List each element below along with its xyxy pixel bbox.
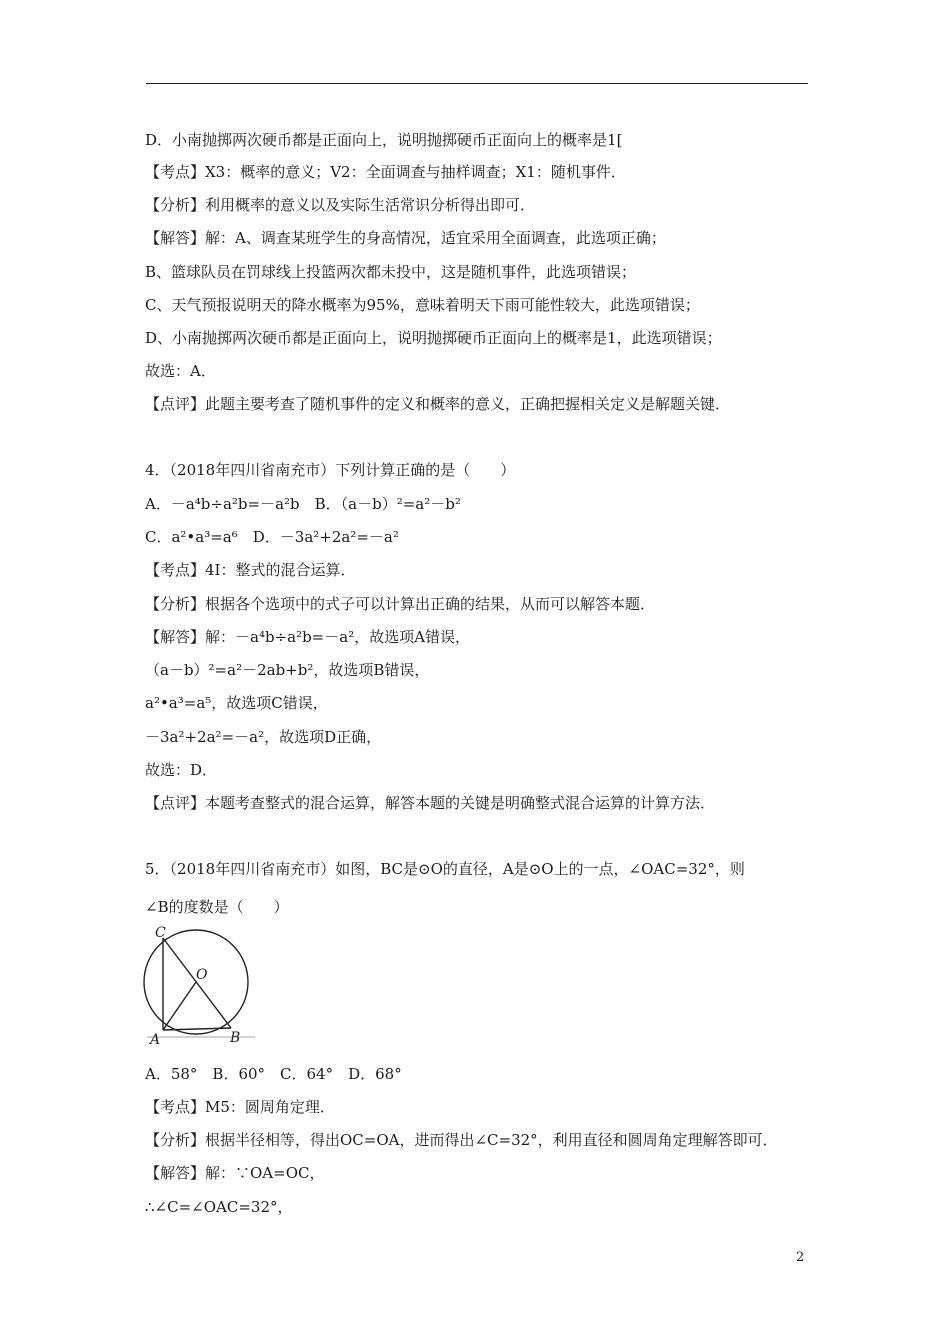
q5-jieda-2: ∴∠C=∠OAC=32°， [145,1198,293,1216]
q3-jieda-c: C、天气预报说明天的降水概率为95%，意味着明天下雨可能性较大，此选项错误； [145,296,700,314]
circle-figure [143,925,261,1047]
label-o: O [196,967,208,983]
q4-question: 4．（2018年四川省南充市）下列计算正确的是（ ） [145,461,516,479]
q3-jieda-d: D、小南抛掷两次硬币都是正面向上，说明抛掷硬币正面向上的概率是1，此选项错误； [145,329,722,347]
q5-kaodian: 【考点】M5：圆周角定理． [145,1098,335,1116]
page-number: 2 [796,1250,805,1265]
label-b: B [230,1030,241,1046]
q5-jieda-1: 【解答】解：∵OA=OC， [145,1164,325,1182]
q4-answer: 故选：D． [145,761,218,779]
q5-question-line1: 5．（2018年四川省南充市）如图，BC是⊙O的直径，A是⊙O上的一点，∠OAC=32°，则 [145,860,745,878]
q5-question-line2: ∠B的度数是（ ） [145,898,289,916]
q3-answer: 故选：A． [145,362,216,380]
q3-jieda-b: B、篮球队员在罚球线上投篮两次都未投中，这是随机事件，此选项错误； [145,263,637,281]
q3-kaodian: 【考点】X3：概率的意义；V2：全面调查与抽样调查；X1：随机事件． [145,163,626,181]
q5-options: A．58° B．60° C．64° D．68° [145,1065,402,1083]
q4-options-cd: C．a²•a³=a⁶ D．－3a²+2a²=－a² [145,528,399,546]
q3-jieda-a: 【解答】解：A、调查某班学生的身高情况，适宜采用全面调查，此选项正确； [145,229,666,247]
segment-ao [163,982,196,1030]
q4-jieda-a: 【解答】解：－a⁴b÷a²b=－a²，故选项A错误， [145,628,471,646]
label-a: A [150,1032,161,1047]
header-rule [146,83,808,84]
q4-jieda-d: －3a²+2a²=－a²，故选项D正确， [145,728,382,746]
q4-options-ab: A．－a⁴b÷a²b=－a²b B．（a－b）²=a²－b² [145,495,461,513]
q5-fenxi: 【分析】根据半径相等，得出OC=OA，进而得出∠C=32°，利用直径和圆周角定理解答即可． [145,1131,778,1149]
q4-fenxi: 【分析】根据各个选项中的式子可以计算出正确的结果，从而可以解答本题． [145,595,656,613]
q3-option-d-text: D．小南抛掷两次硬币都是正面向上，说明抛掷硬币正面向上的概率是1[ [145,131,623,149]
q3-fenxi: 【分析】利用概率的意义以及实际生活常识分析得出即可． [145,196,536,214]
q3-dianping: 【点评】此题主要考查了随机事件的定义和概率的意义，正确把握相关定义是解题关键． [145,395,731,413]
q4-jieda-c: a²•a³=a⁵，故选项C错误， [145,694,328,712]
q4-jieda-b: （a－b）²=a²－2ab+b²，故选项B错误， [145,661,430,679]
q4-kaodian: 【考点】4I：整式的混合运算． [145,561,356,579]
label-c: C [155,925,166,941]
q4-dianping: 【点评】本题考查整式的混合运算，解答本题的关键是明确整式混合运算的计算方法． [145,794,716,812]
